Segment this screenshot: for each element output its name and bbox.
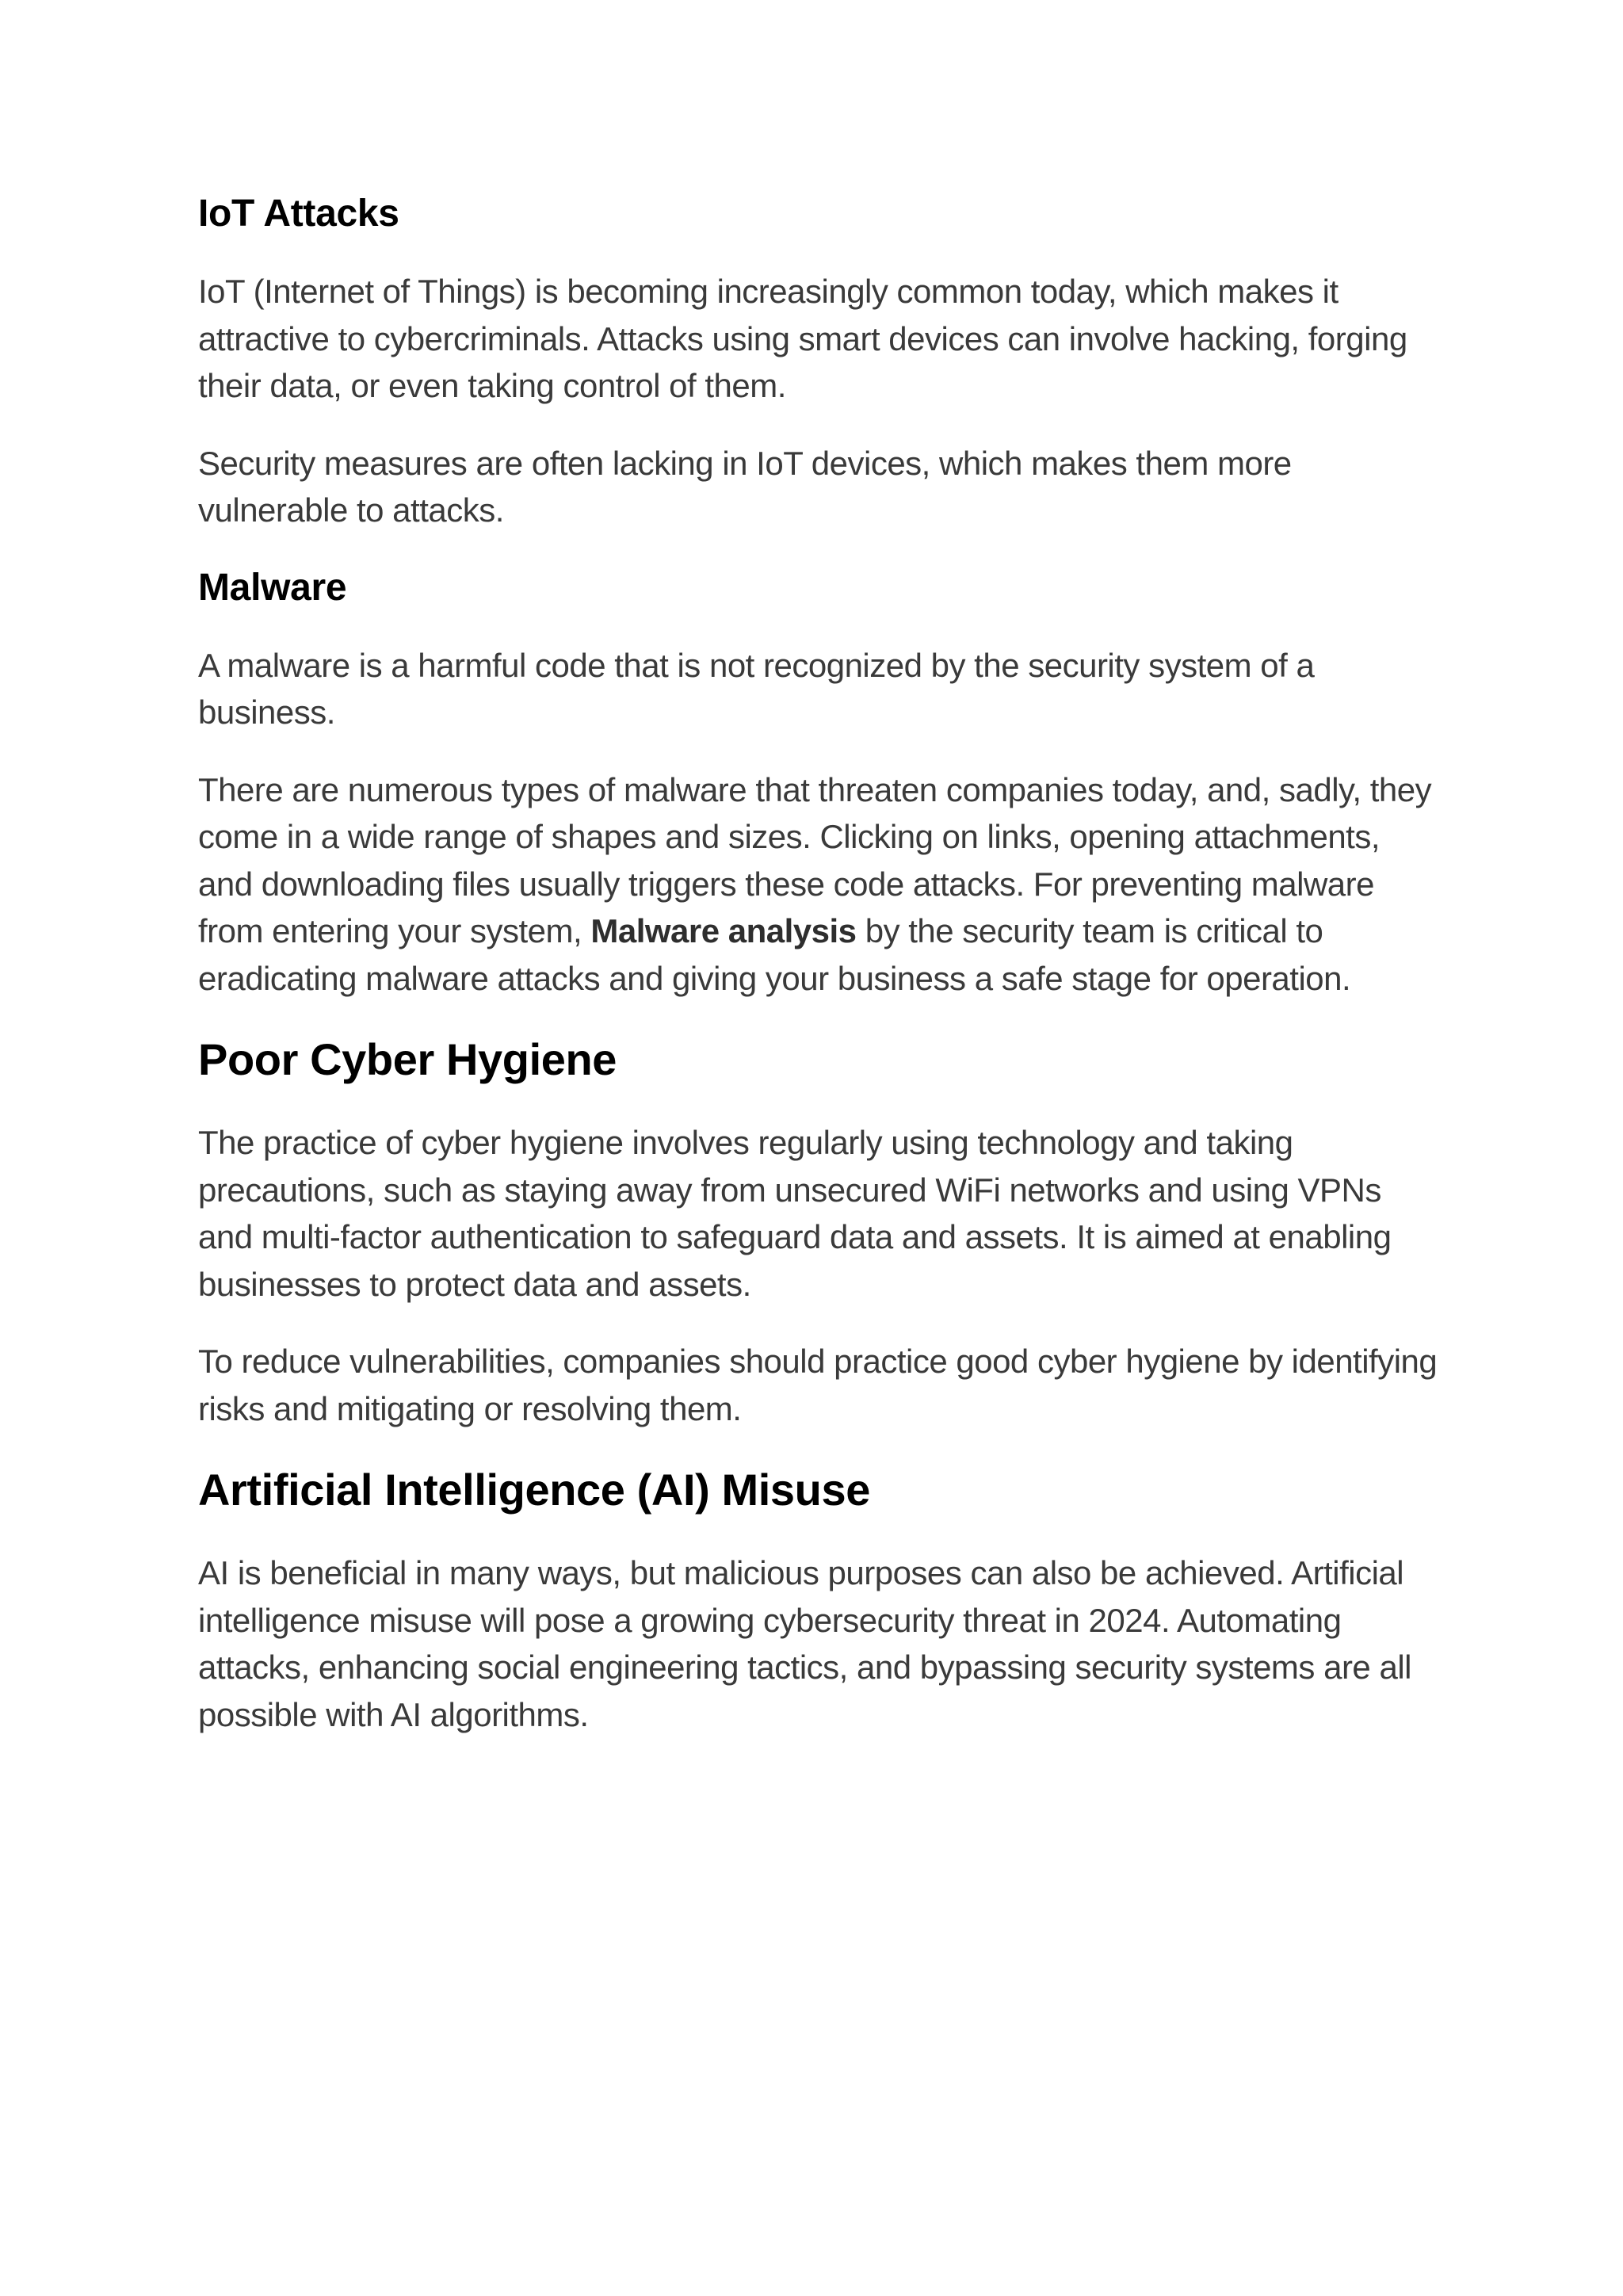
- heading-malware: Malware: [198, 566, 347, 609]
- malware-analysis-bold: Malware analysis: [590, 912, 857, 949]
- malware-text-after: by the security team is critical to eradicating malware attacks and giving your business a safe stage for operation.: [198, 912, 1351, 997]
- paragraph-iot-security: Security measures are often lacking in IoT devices, which makes them more vulnerable to attacks.: [198, 444, 1292, 529]
- heading-poor-cyber-hygiene: Poor Cyber Hygiene: [198, 1034, 617, 1084]
- paragraph-iot-intro: IoT (Internet of Things) is becoming increasingly common today, which makes it attractive to cybercriminals. Attacks using smart devices can involve hacking, forging their data, or even taking control of them.: [198, 273, 1407, 404]
- paragraph-malware-definition: A malware is a harmful code that is not recognized by the security system of a business.: [198, 646, 1315, 731]
- paragraph-malware-types: [198, 766, 1442, 1003]
- heading-iot-attacks: IoT Attacks: [198, 193, 399, 235]
- malware-text-before: There are numerous types of malware that threaten companies today, and, sadly, they come in a wide range of shapes and sizes. Clicking on links, opening attachments, and downloading files usually triggers these code attacks. For preventing malware from entering your system,: [198, 770, 1432, 949]
- paragraph-hygiene-reduce: To reduce vulnerabilities, companies should practice good cyber hygiene by identifying risks and mitigating or resolving them.: [198, 1343, 1438, 1427]
- paragraph-hygiene-practice: The practice of cyber hygiene involves regularly using technology and taking precautions, such as staying away from unsecured WiFi networks and using VPNs and multi-factor authentication to safeguard data and assets. It is aimed at enabling businesses to protect data and assets.: [198, 1124, 1392, 1303]
- document-body: [198, 190, 1442, 1768]
- paragraph-ai-misuse: AI is beneficial in many ways, but malicious purposes can also be achieved. Artificial intelligence misuse will pose a growing cybersecurity threat in 2024. Automating attacks, enhancing social engineering tactics, and bypassing security systems are all possible with AI algorithms.: [198, 1554, 1411, 1733]
- heading-ai-misuse: Artificial Intelligence (AI) Misuse: [198, 1465, 870, 1515]
